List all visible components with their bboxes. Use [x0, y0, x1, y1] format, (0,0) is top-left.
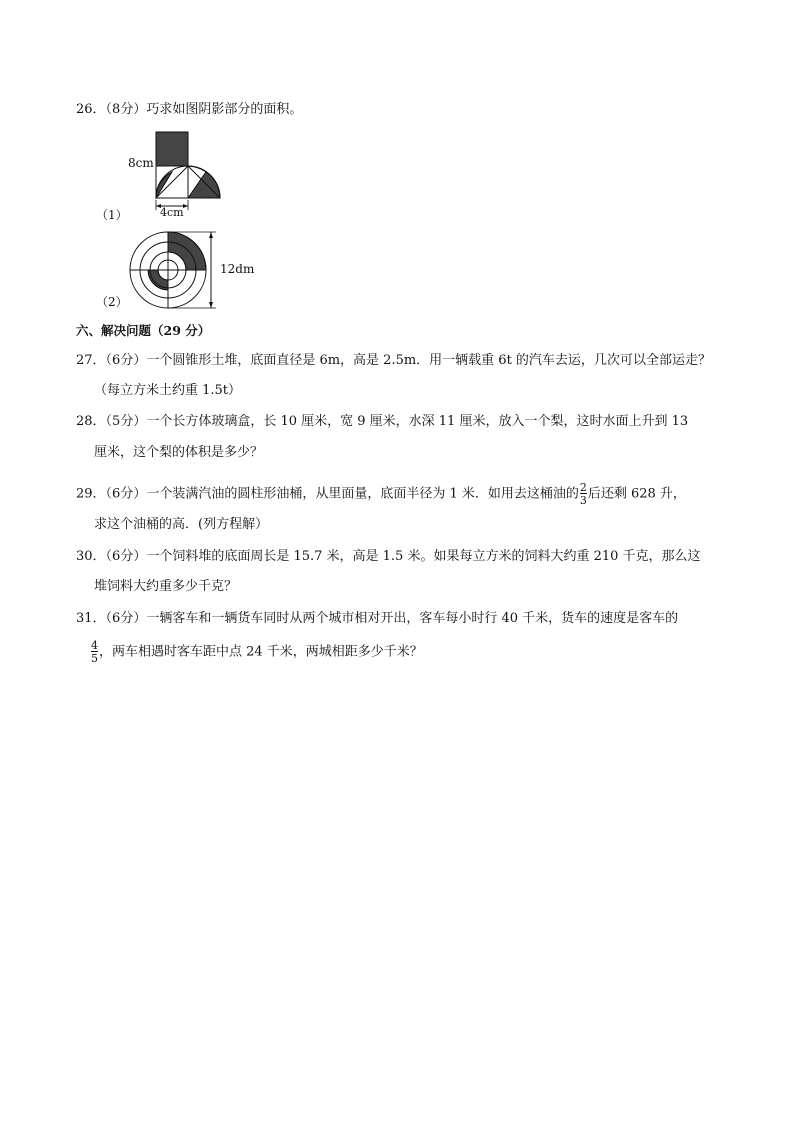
q29-line2: 求这个油桶的高．(列方程解）: [94, 517, 269, 532]
fig2-label: （2）: [96, 295, 128, 309]
q26-text: 26．（8分）巧求如图阴影部分的面积。: [76, 102, 303, 117]
fig1-height-label: 8cm: [128, 156, 154, 170]
q29-frac-num: 2: [579, 481, 587, 494]
q31-frac-den: 5: [91, 652, 98, 665]
q29-line1-b: 后还剩 628 升，: [587, 486, 686, 502]
q28-line2: 厘米，这个梨的体积是多少？: [94, 445, 264, 460]
q31-frac-num: 4: [91, 639, 98, 652]
q31-line1: 31．（6分）一辆客车和一辆货车同时从两个城市相对开出，客车每小时行 40 千米，货车的速度是客车的: [76, 611, 679, 626]
fig1-width-label: 4cm: [160, 206, 184, 219]
q29-line1: [76, 482, 686, 506]
q28-line1: 28．（5分）一个长方体玻璃盒，长 10 厘米，宽 9 厘米，水深 11 厘米，放入一个梨，这时水面上升到 13: [76, 414, 689, 429]
q30-line1: 30．（6分）一个饲料堆的底面周长是 15.7 米，高是 1.5 米。如果每立方米的饲料大约重 210 千克，那么这: [76, 549, 701, 564]
q27-line1: 27．（6分）一个圆锥形土堆，底面直径是 6m，高是 2.5m．用一辆载重 6t 的汽车去运，几次可以全部运走？: [76, 353, 711, 368]
q29-line1-a: 29．（6分）一个装满汽油的圆柱形油桶，从里面量，底面半径为 1 米．如用去这桶油的: [76, 486, 579, 502]
q27-line2: （每立方米土约重 1.5t）: [94, 383, 242, 398]
q30-line2: 堆饲料大约重多少千克？: [94, 579, 238, 594]
q29-fraction: [580, 482, 587, 506]
q31-fraction: [91, 640, 98, 664]
fig2-size-label: 12dm: [220, 262, 255, 276]
fig1-label: （1）: [96, 208, 128, 222]
section-title: 六、解决问题（29 分）: [76, 323, 211, 338]
figure-2: [124, 228, 224, 310]
q31-line2-b: ，两车相遇时客车距中点 24 千米，两城相距多少千米？: [99, 644, 423, 660]
q29-frac-den: 3: [579, 494, 587, 507]
q31-line2: [90, 640, 423, 664]
